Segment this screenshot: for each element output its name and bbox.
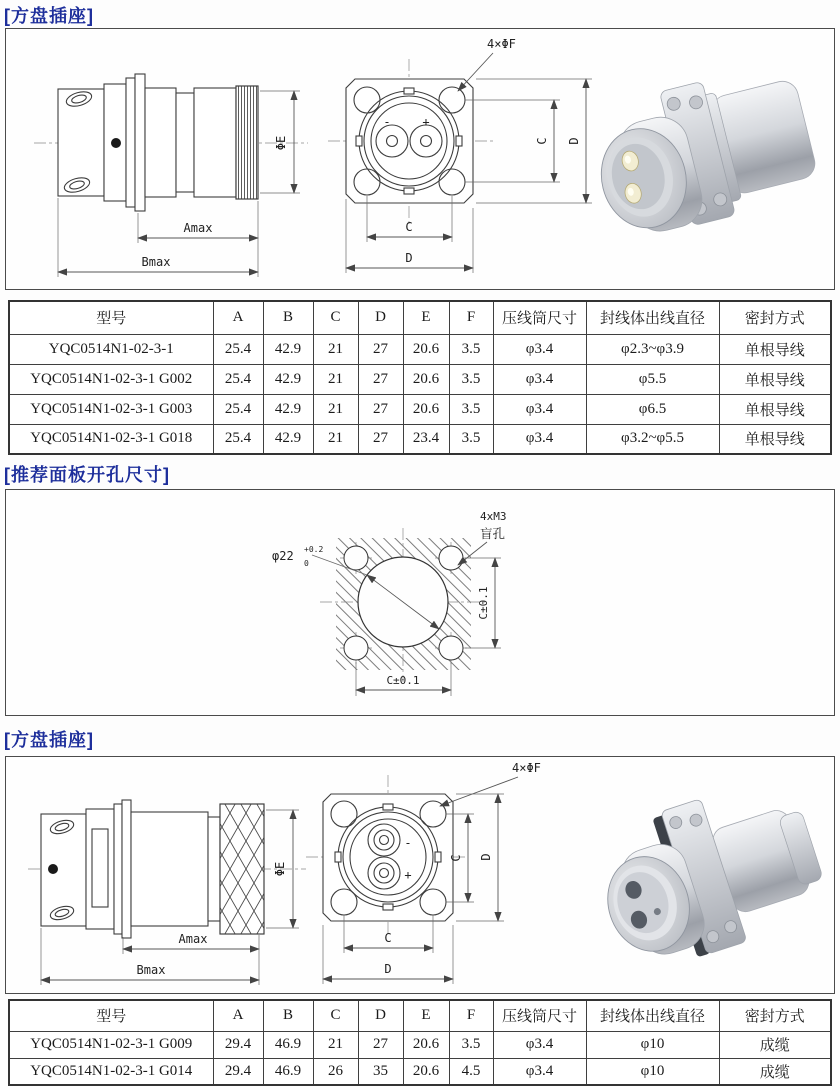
- dim-label-bmax: Bmax: [141, 255, 171, 269]
- polarity-minus-label: -: [404, 836, 412, 850]
- cell-model: YQC0514N1-02-3-1 G002: [9, 364, 213, 394]
- cell: 20.6: [403, 1058, 449, 1085]
- cell: 42.9: [263, 364, 313, 394]
- polarity-plus-label: +: [404, 868, 412, 882]
- panel-cutout-box: [5, 489, 835, 716]
- front-view-drawing-1: [328, 37, 592, 273]
- cell: 单根导线: [719, 364, 831, 394]
- cell: 单根导线: [719, 394, 831, 424]
- col-header-f: F: [449, 301, 493, 334]
- col-header-b: B: [263, 301, 313, 334]
- col-header-model: 型号: [9, 1000, 213, 1031]
- table-header-row: [9, 1000, 831, 1031]
- cell: φ3.2~φ5.5: [586, 424, 719, 454]
- technical-drawing-1: [6, 29, 834, 287]
- cell-model: YQC0514N1-02-3-1 G003: [9, 394, 213, 424]
- cell: 20.6: [403, 1031, 449, 1058]
- col-header-seal: 密封方式: [719, 1000, 831, 1031]
- dim-label-amax: Amax: [178, 932, 208, 946]
- dim-label-phiE: ΦE: [273, 861, 287, 877]
- dim-label-d-bottom: D: [405, 251, 413, 265]
- cutout-c-horiz-label: C±0.1: [386, 674, 420, 687]
- col-header-outlet: 封线体出线直径: [586, 301, 719, 334]
- cell: 20.6: [403, 394, 449, 424]
- cell: 21: [313, 364, 358, 394]
- dim-label-phiE: ΦE: [274, 135, 288, 151]
- table-row: [9, 334, 831, 364]
- cell: 25.4: [213, 424, 263, 454]
- cell: 25.4: [213, 394, 263, 424]
- cell: 27: [358, 1031, 403, 1058]
- cell: 20.6: [403, 334, 449, 364]
- cell: 3.5: [449, 334, 493, 364]
- front-view-drawing-2: [306, 761, 541, 984]
- polarity-minus-label: -: [383, 115, 391, 129]
- cell: 27: [358, 334, 403, 364]
- dim-label-amax: Amax: [183, 221, 213, 235]
- spec-table-2: [8, 999, 832, 1086]
- table-row: [9, 364, 831, 394]
- product-photo-1: [584, 59, 823, 244]
- cell: 21: [313, 424, 358, 454]
- cell: φ3.4: [493, 334, 586, 364]
- cell: 单根导线: [719, 424, 831, 454]
- col-header-d: D: [358, 1000, 403, 1031]
- cell: φ10: [586, 1031, 719, 1058]
- drawing-panel-2: [5, 756, 835, 994]
- cutout-dia-tol-lower: 0: [304, 559, 309, 568]
- dim-label-c-right: C: [535, 137, 549, 145]
- cell: φ3.4: [493, 424, 586, 454]
- blind-hole-label: 盲孔: [480, 527, 506, 541]
- polarity-plus-label: +: [422, 115, 430, 129]
- cell: 29.4: [213, 1058, 263, 1085]
- cell-model: YQC0514N1-02-3-1 G014: [9, 1058, 213, 1085]
- col-header-a: A: [213, 1000, 263, 1031]
- cell: 29.4: [213, 1031, 263, 1058]
- dim-label-bmax: Bmax: [136, 963, 166, 977]
- col-header-e: E: [403, 1000, 449, 1031]
- cell: 35: [358, 1058, 403, 1085]
- side-view-drawing-1: [34, 74, 308, 277]
- cutout-holes-label: 4xM3: [480, 510, 507, 523]
- cell: 21: [313, 1031, 358, 1058]
- cell: 21: [313, 334, 358, 364]
- spec-table-1: [8, 300, 832, 455]
- cell: 3.5: [449, 364, 493, 394]
- cell: φ10: [586, 1058, 719, 1085]
- col-header-b: B: [263, 1000, 313, 1031]
- cell: φ2.3~φ3.9: [586, 334, 719, 364]
- cell: 27: [358, 394, 403, 424]
- col-header-barrel: 压线筒尺寸: [493, 1000, 586, 1031]
- cell: 单根导线: [719, 334, 831, 364]
- drawing-panel-1: [5, 28, 835, 290]
- product-photo-2: [585, 770, 834, 979]
- cell: 成缆: [719, 1031, 831, 1058]
- cell: φ6.5: [586, 394, 719, 424]
- technical-drawing-2: [6, 757, 834, 991]
- cell: 27: [358, 424, 403, 454]
- col-header-barrel: 压线筒尺寸: [493, 301, 586, 334]
- cell: φ3.4: [493, 394, 586, 424]
- table-row: [9, 1058, 831, 1085]
- dim-label-d-right: D: [479, 853, 493, 861]
- cell: 3.5: [449, 1031, 493, 1058]
- col-header-c: C: [313, 301, 358, 334]
- cell-model: YQC0514N1-02-3-1 G009: [9, 1031, 213, 1058]
- cell: 42.9: [263, 394, 313, 424]
- cell: φ3.4: [493, 1031, 586, 1058]
- cell: 25.4: [213, 364, 263, 394]
- cutout-dia-tol-upper: +0.2: [304, 545, 324, 554]
- col-header-seal: 密封方式: [719, 301, 831, 334]
- table-row: [9, 394, 831, 424]
- cell: 42.9: [263, 334, 313, 364]
- dim-label-c-right: C: [449, 854, 463, 862]
- dim-label-c-bottom: C: [405, 220, 413, 234]
- table-row: [9, 1031, 831, 1058]
- cell: 46.9: [263, 1058, 313, 1085]
- cell: φ5.5: [586, 364, 719, 394]
- panel-cutout-view: [272, 510, 507, 696]
- cell: 26: [313, 1058, 358, 1085]
- col-header-c: C: [313, 1000, 358, 1031]
- cell: 成缆: [719, 1058, 831, 1085]
- cell: 25.4: [213, 334, 263, 364]
- dim-label-c-bottom: C: [384, 931, 392, 945]
- cell: 46.9: [263, 1031, 313, 1058]
- cell: 27: [358, 364, 403, 394]
- section-title-3: [方盘插座]: [4, 730, 94, 750]
- side-view-drawing-2: [28, 800, 306, 985]
- cell: 42.9: [263, 424, 313, 454]
- cell: 23.4: [403, 424, 449, 454]
- table-header-row: [9, 301, 831, 334]
- cell: 21: [313, 394, 358, 424]
- dim-label-4xF: 4×ΦF: [487, 37, 516, 51]
- col-header-e: E: [403, 301, 449, 334]
- dim-label-d-bottom: D: [384, 962, 392, 976]
- cutout-c-vert-label: C±0.1: [477, 586, 490, 620]
- col-header-f: F: [449, 1000, 493, 1031]
- cell: 3.5: [449, 424, 493, 454]
- col-header-model: 型号: [9, 301, 213, 334]
- section-title-1: [方盘插座]: [4, 6, 94, 26]
- cell: 3.5: [449, 394, 493, 424]
- col-header-a: A: [213, 301, 263, 334]
- dim-label-4xF: 4×ΦF: [512, 761, 541, 775]
- cell-model: YQC0514N1-02-3-1 G018: [9, 424, 213, 454]
- cell: 20.6: [403, 364, 449, 394]
- table-row: [9, 424, 831, 454]
- cell: 4.5: [449, 1058, 493, 1085]
- cutout-dia-label: φ22: [272, 549, 294, 563]
- dim-label-d-right: D: [567, 137, 581, 145]
- panel-cutout-drawing: [6, 490, 834, 713]
- col-header-outlet: 封线体出线直径: [586, 1000, 719, 1031]
- section-title-2: [推荐面板开孔尺寸]: [4, 465, 170, 485]
- cell-model: YQC0514N1-02-3-1: [9, 334, 213, 364]
- cell: φ3.4: [493, 364, 586, 394]
- cell: φ3.4: [493, 1058, 586, 1085]
- col-header-d: D: [358, 301, 403, 334]
